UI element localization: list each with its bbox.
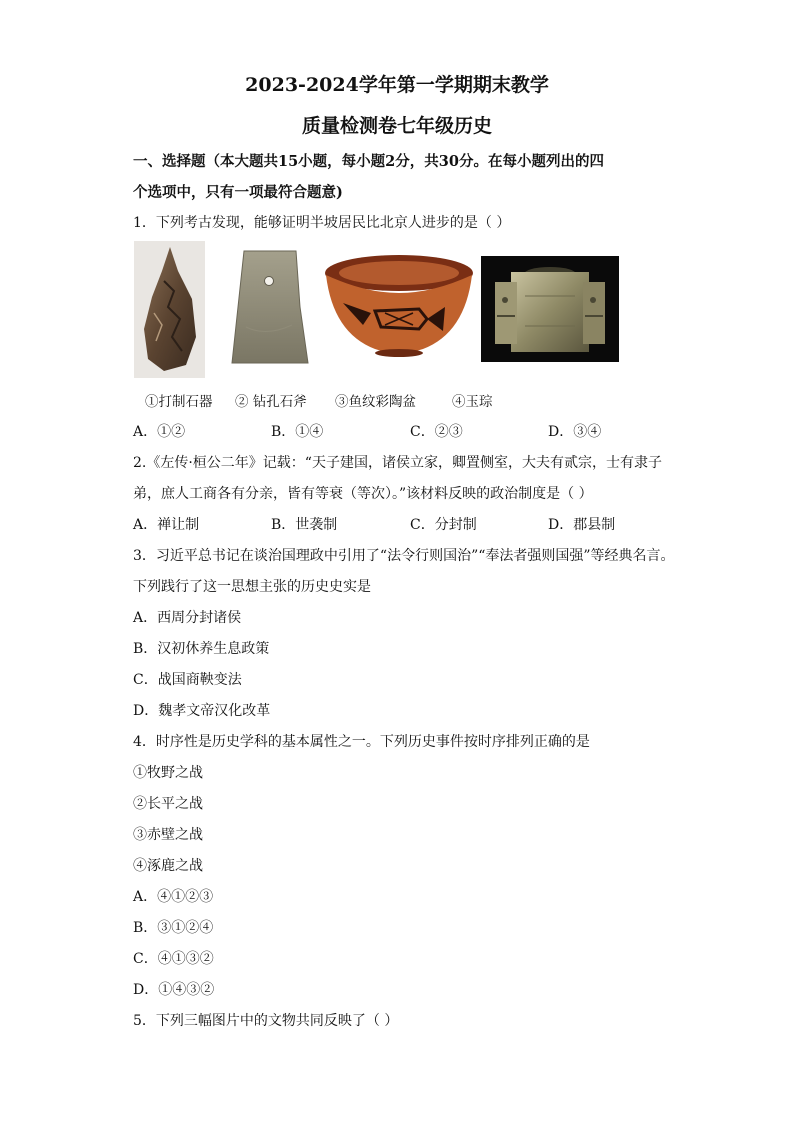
chipped-stone-tool-image: [134, 241, 205, 378]
q4-item-1: ①牧野之战: [133, 765, 203, 781]
question-1-stem: 1．下列考古发现，能够证明半坡居民比北京人进步的是（ ）: [133, 215, 511, 231]
question-3-line2: 下列践行了这一思想主张的历史史实是: [133, 579, 371, 595]
q4-item-4: ④涿鹿之战: [133, 858, 203, 874]
q4-option-c[interactable]: C．④①③②: [133, 951, 214, 967]
question-2-line1: 2.《左传·桓公二年》记载：“天子建国，诸侯立家，卿置侧室，大夫有贰宗，士有隶子: [133, 455, 662, 471]
q3-option-b[interactable]: B．汉初休养生息政策: [133, 641, 270, 657]
q1-option-b[interactable]: B．①④: [271, 424, 324, 440]
section1-instructions-line1: 一、选择题（本大题共15小题，每小题2分，共30分。在每小题列出的四: [133, 153, 604, 170]
q2-option-a[interactable]: A．禅让制: [133, 517, 200, 533]
q4-item-2: ②长平之战: [133, 796, 203, 812]
q1-option-a[interactable]: A．①②: [133, 424, 186, 440]
q1-caption-2: ② 钻孔石斧: [235, 394, 307, 410]
question-3-line1: 3．习近平总书记在谈治国理政中引用了“法令行则国治”“奉法者强则国强”等经典名言。: [133, 548, 675, 564]
q2-option-d[interactable]: D．郡县制: [548, 517, 616, 533]
q2-option-b[interactable]: B．世袭制: [271, 517, 338, 533]
q1-option-c[interactable]: C．②③: [410, 424, 463, 440]
q3-option-d[interactable]: D．魏孝文帝汉化改革: [133, 703, 271, 719]
exam-title-line2: 质量检测卷七年级历史: [301, 115, 492, 137]
question-4-stem: 4．时序性是历史学科的基本属性之一。下列历史事件按时序排列正确的是: [133, 734, 590, 750]
question-5-stem: 5．下列三幅图片中的文物共同反映了（ ）: [133, 1013, 399, 1029]
jade-cong-image: [481, 256, 619, 362]
q2-option-c[interactable]: C．分封制: [410, 517, 477, 533]
q1-caption-1: ①打制石器: [145, 394, 213, 410]
q1-caption-3: ③鱼纹彩陶盆: [335, 394, 416, 410]
q1-caption-4: ④玉琮: [452, 394, 493, 410]
exam-title-line1: 2023-2024学年第一学期期末教学: [245, 74, 549, 96]
q4-option-b[interactable]: B．③①②④: [133, 920, 214, 936]
q1-option-d[interactable]: D．③④: [548, 424, 602, 440]
q3-option-c[interactable]: C．战国商鞅变法: [133, 672, 242, 688]
q4-item-3: ③赤壁之战: [133, 827, 203, 843]
question-2-line2: 弟，庶人工商各有分亲，皆有等衰（等次）。”该材料反映的政治制度是（ ）: [133, 486, 593, 502]
drilled-stone-axe-image: [226, 247, 313, 368]
q4-option-a[interactable]: A．④①②③: [133, 889, 214, 905]
q4-option-d[interactable]: D．①④③②: [133, 982, 215, 998]
section1-instructions-line2: 个选项中，只有一项最符合题意): [133, 184, 343, 201]
q3-option-a[interactable]: A．西周分封诸侯: [133, 610, 242, 626]
fish-pattern-pottery-basin-image: [323, 253, 475, 359]
